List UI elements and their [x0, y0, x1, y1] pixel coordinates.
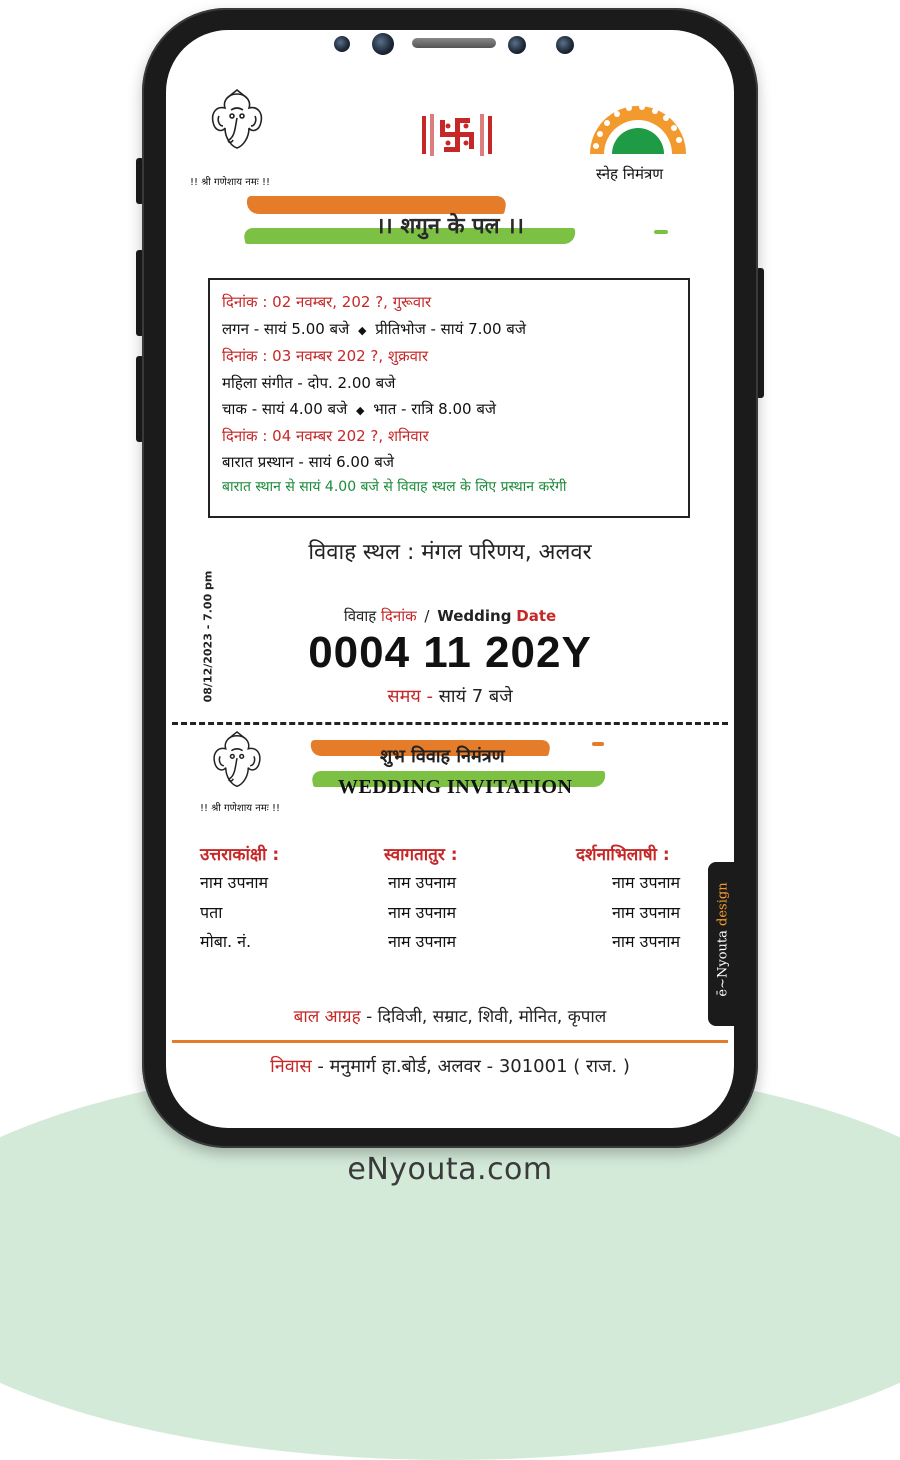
wedding-date-label-en: Wedding: [437, 607, 512, 625]
column-3-row-1: नाम उपनाम: [612, 873, 681, 892]
earpiece-speaker: [412, 38, 496, 48]
ganesha-icon: [205, 88, 269, 154]
schedule-line-3: [222, 399, 496, 419]
children-names: - दिविजी, सम्राट, शिवी, मोनित, कृपाल: [366, 1007, 607, 1027]
side-timestamp: 08/12/2023 - 7.00 pm: [201, 570, 215, 703]
schedule-baraat-prasthan: बारात प्रस्थान - सायं 6.00 बजे: [222, 453, 394, 471]
brand-tab-text: [716, 860, 731, 1020]
page-title: ।। शगुन के पल ।।: [376, 214, 524, 239]
site-url[interactable]: eNyouta.com: [347, 1152, 553, 1187]
brand-tab-suffix: design: [715, 882, 731, 926]
wedding-date-label: [0, 606, 900, 626]
schedule-date-1: दिनांक : 02 नवम्बर, 202 ?, गुरूवार: [222, 293, 432, 311]
wedding-time: [0, 684, 900, 708]
wedding-time-label: समय -: [387, 686, 434, 707]
column-3-row-3: नाम उपनाम: [612, 932, 681, 951]
column-2-row-1: नाम उपनाम: [388, 873, 457, 892]
front-sensor-icon: [334, 36, 350, 52]
ganesha-icon: [207, 730, 267, 792]
column-2-row-2: नाम उपनाम: [388, 903, 457, 922]
front-camera-icon: [372, 33, 394, 55]
schedule-bhaat: भात - रात्रि 8.00 बजे: [373, 400, 497, 418]
swastika-icon: [420, 110, 494, 160]
column-2-row-3: नाम उपनाम: [388, 932, 457, 951]
wedding-date-label-hi: विवाह: [343, 607, 377, 625]
diamond-separator-icon: ◆: [356, 404, 365, 417]
column-heading-darshanabhilashi: दर्शनाभिलाषी :: [576, 845, 670, 865]
dashed-divider: [172, 722, 728, 725]
wedding-date-value: 0004 11 202Y: [308, 628, 592, 677]
schedule-date-3: दिनांक : 04 नवम्बर 202 ?, शनिवार: [222, 427, 429, 445]
phone-screen: [166, 30, 734, 1128]
children-line: [0, 1004, 900, 1027]
column-heading-swagatatur: स्वागतातुर :: [384, 845, 458, 865]
wedding-date-label-hi-red: दिनांक: [381, 607, 417, 625]
wedding-date-label-en-red: Date: [516, 607, 557, 625]
residence-line: [0, 1054, 900, 1078]
schedule-line-1: [222, 319, 526, 339]
column-heading-uttarakankshi: उत्तराकांक्षी :: [200, 845, 280, 865]
children-label: बाल आग्रह: [293, 1007, 361, 1027]
column-1-row-3: मोबा. नं.: [200, 932, 252, 951]
invitation-title-hi: शुभ विवाह निमंत्रण: [380, 746, 505, 767]
venue: विवाह स्थल : मंगल परिणय, अलवर: [308, 540, 592, 565]
residence-label: निवास: [270, 1056, 312, 1077]
light-sensor-icon: [556, 36, 574, 54]
orange-divider: [172, 1040, 728, 1043]
schedule-date-2: दिनांक : 03 नवम्बर 202 ?, शुक्रवार: [222, 347, 429, 365]
orange-brush-dot: [592, 742, 604, 746]
wedding-time-value: सायं 7 बजे: [438, 686, 513, 707]
residence-address: - मनुमार्ग हा.बोर्ड, अलवर - 301001 ( राज. ): [317, 1056, 630, 1077]
schedule-note: बारात स्थान से सायं 4.00 बजे से विवाह स्थल के लिए प्रस्थान करेंगी: [222, 479, 567, 495]
header-blessing: !! श्री गणेशाय नमः !!: [190, 177, 271, 188]
column-1-row-2: पता: [200, 903, 223, 922]
diamond-separator-icon: ◆: [358, 324, 367, 337]
invitation-title-en: WEDDING INVITATION: [338, 776, 573, 798]
brand-tab-prefix: ē~Nyouta: [715, 930, 731, 997]
wedding-date-label-sep: /: [424, 607, 430, 625]
column-3-row-2: नाम उपनाम: [612, 903, 681, 922]
schedule-mahila-sangeet: महिला संगीत - दोप. 2.00 बजे: [222, 374, 396, 392]
invitation-blessing: !! श्री गणेशाय नमः !!: [200, 803, 281, 814]
schedule-pritibhoj: प्रीतिभोज - सायं 7.00 बजे: [375, 320, 527, 338]
tricolor-emblem-icon: [586, 94, 690, 156]
schedule-chaak: चाक - सायं 4.00 बजे: [222, 400, 348, 418]
column-1-row-1: नाम उपनाम: [200, 873, 269, 892]
schedule-lagan: लगन - सायं 5.00 बजे: [222, 320, 350, 338]
header-sneh-nimantran: स्नेह निमंत्रण: [596, 165, 664, 183]
proximity-sensor-icon: [508, 36, 526, 54]
